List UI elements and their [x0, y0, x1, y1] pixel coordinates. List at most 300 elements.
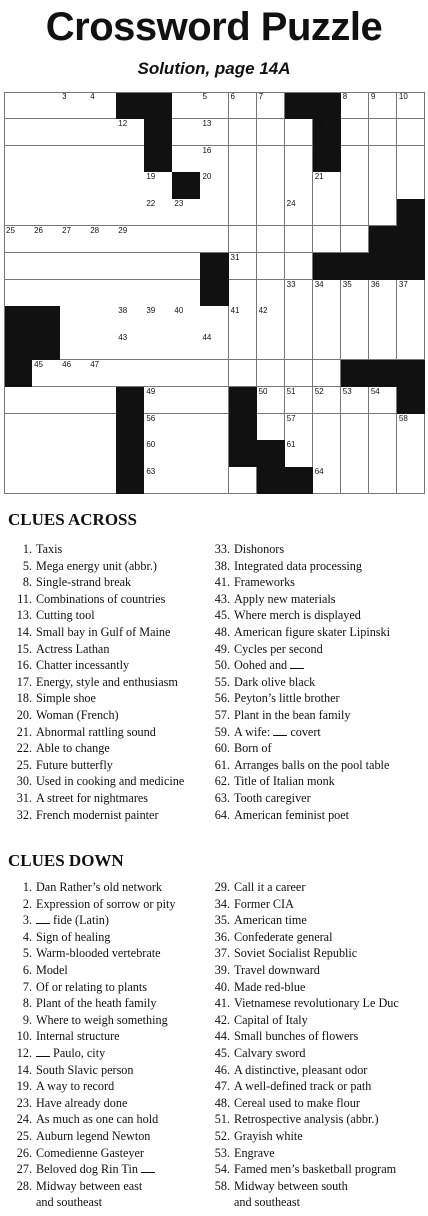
grid-cell[interactable]: [88, 414, 117, 441]
grid-cell[interactable]: [60, 119, 89, 146]
clue-text: American feminist poet: [234, 807, 350, 822]
grid-cell[interactable]: [341, 414, 370, 441]
grid-cell-black: [116, 440, 145, 467]
grid-cell[interactable]: [200, 414, 229, 441]
clue-text: Future butterfly: [36, 757, 113, 772]
grid-cell[interactable]: [116, 172, 145, 199]
grid-cell[interactable]: [116, 306, 145, 333]
clue-number: 22.: [16, 741, 32, 756]
grid-cell[interactable]: [4, 199, 33, 226]
grid-cell[interactable]: [60, 387, 89, 414]
grid-cell[interactable]: [200, 467, 229, 494]
grid-cell[interactable]: [369, 172, 398, 199]
clue-text: Taxis: [36, 542, 63, 556]
grid-cell[interactable]: [229, 172, 258, 199]
grid-cell[interactable]: [229, 119, 258, 146]
grid-cell[interactable]: [144, 172, 173, 199]
grid-cell[interactable]: [60, 199, 89, 226]
grid-cell[interactable]: [88, 92, 117, 119]
cell-number: 19: [146, 172, 156, 182]
clue-number: 19.: [16, 1079, 32, 1094]
grid-cell[interactable]: [397, 172, 426, 199]
grid-cell[interactable]: [88, 226, 117, 253]
grid-cell[interactable]: [229, 333, 258, 360]
grid-cell[interactable]: [144, 333, 173, 360]
grid-cell[interactable]: [229, 226, 258, 253]
grid-cell-black: [369, 226, 398, 253]
clue-text: Abnormal rattling sound: [36, 724, 156, 739]
clue-item: [10, 807, 210, 824]
grid-cell[interactable]: [4, 172, 33, 199]
clue-text: Made red-blue: [234, 979, 306, 994]
grid-cell[interactable]: [4, 414, 33, 441]
grid-cell[interactable]: [341, 92, 370, 119]
grid-cell[interactable]: [369, 306, 398, 333]
grid-cell[interactable]: [257, 333, 286, 360]
cell-number: 42: [258, 306, 268, 316]
grid-cell[interactable]: [200, 226, 229, 253]
clue-text: Vietnamese revolutionary Le Duc: [234, 996, 399, 1011]
grid-cell[interactable]: [144, 440, 173, 467]
clue-item: [208, 591, 426, 608]
clue-text: Soviet Socialist Republic: [234, 946, 358, 961]
cell-number: 24: [286, 199, 296, 209]
grid-cell-black: [172, 172, 201, 199]
cell-number: 40: [174, 306, 184, 316]
grid-cell[interactable]: [60, 333, 89, 360]
cell-number: 13: [202, 118, 212, 128]
grid-cell[interactable]: [172, 306, 201, 333]
cell-number: 38: [118, 306, 128, 316]
grid-cell[interactable]: [32, 253, 61, 280]
grid-cell[interactable]: [60, 467, 89, 494]
grid-cell[interactable]: [313, 440, 342, 467]
clue-text: Travel downward: [234, 962, 320, 977]
grid-cell[interactable]: [285, 280, 314, 307]
cell-number: 43: [118, 333, 128, 343]
grid-cell[interactable]: [369, 199, 398, 226]
grid-cell[interactable]: [313, 226, 342, 253]
grid-cell[interactable]: [285, 172, 314, 199]
grid-cell[interactable]: [116, 360, 145, 387]
grid-cell[interactable]: [257, 414, 286, 441]
clue-item: [10, 1078, 210, 1095]
grid-cell[interactable]: [229, 253, 258, 280]
grid-cell-black: [4, 360, 33, 387]
cell-number: 45: [34, 360, 43, 369]
grid-cell[interactable]: [172, 92, 201, 119]
clue-number: 4.: [22, 929, 32, 944]
grid-cell[interactable]: [88, 306, 117, 333]
grid-cell-black: [229, 387, 258, 414]
clue-number: 23.: [16, 1095, 32, 1110]
grid-cell-black: [144, 92, 173, 119]
grid-cell[interactable]: [144, 414, 173, 441]
cell-number: 64: [314, 467, 324, 477]
grid-cell[interactable]: [144, 253, 173, 280]
grid-cell[interactable]: [313, 414, 342, 441]
grid-cell-black: [116, 467, 145, 494]
clue-item: [208, 1028, 426, 1045]
grid-cell[interactable]: [88, 172, 117, 199]
grid-cell[interactable]: [144, 467, 173, 494]
clue-number: 26.: [16, 1145, 32, 1160]
clue-text: Plant of the heath family: [36, 996, 157, 1011]
grid-cell[interactable]: [88, 146, 117, 173]
grid-cell[interactable]: [397, 440, 426, 467]
clue-number: 43.: [214, 591, 230, 606]
grid-cell[interactable]: [200, 360, 229, 387]
cell-number: 23: [174, 199, 184, 209]
grid-cell[interactable]: [369, 387, 398, 414]
grid-cell[interactable]: [341, 172, 370, 199]
grid-cell[interactable]: [172, 119, 201, 146]
grid-cell[interactable]: [285, 253, 314, 280]
clue-item: [10, 657, 210, 674]
grid-cell[interactable]: [229, 92, 258, 119]
clue-item: [10, 929, 210, 946]
grid-cell[interactable]: [200, 119, 229, 146]
clue-item: [208, 624, 426, 641]
cell-number: 33: [286, 279, 296, 289]
grid-cell[interactable]: [4, 387, 33, 414]
clue-text: South Slavic person: [36, 1062, 134, 1077]
grid-cell[interactable]: [397, 333, 426, 360]
grid-cell[interactable]: [88, 360, 117, 387]
grid-cell[interactable]: [229, 467, 258, 494]
grid-cell[interactable]: [116, 146, 145, 173]
grid-cell[interactable]: [172, 414, 201, 441]
grid-cell[interactable]: [285, 360, 314, 387]
clue-number: 20.: [16, 707, 32, 722]
grid-cell[interactable]: [397, 119, 426, 146]
grid-cell[interactable]: [200, 92, 229, 119]
grid-cell[interactable]: [341, 467, 370, 494]
grid-cell[interactable]: [32, 440, 61, 467]
clue-number: 11.: [17, 591, 32, 606]
grid-cell[interactable]: [257, 306, 286, 333]
cell-number: 57: [286, 413, 296, 423]
grid-cell[interactable]: [32, 387, 61, 414]
grid-cell[interactable]: [229, 146, 258, 173]
grid-cell[interactable]: [32, 146, 61, 173]
clue-item: [10, 879, 210, 896]
grid-cell[interactable]: [285, 146, 314, 173]
clue-number: 46.: [214, 1062, 230, 1077]
grid-cell[interactable]: [88, 387, 117, 414]
clue-item: [208, 1161, 426, 1178]
grid-cell[interactable]: [369, 92, 398, 119]
grid-cell-black: [313, 119, 342, 146]
grid-cell[interactable]: [369, 333, 398, 360]
grid-cell[interactable]: [257, 92, 286, 119]
clue-number: 41.: [214, 996, 230, 1011]
grid-cell-black: [116, 92, 145, 119]
clue-number: 48.: [214, 1095, 230, 1110]
grid-cell[interactable]: [172, 467, 201, 494]
grid-cell[interactable]: [116, 119, 145, 146]
grid-cell[interactable]: [116, 280, 145, 307]
cell-number: 54: [370, 386, 380, 396]
grid-cell[interactable]: [32, 360, 61, 387]
grid-cell[interactable]: [4, 146, 33, 173]
grid-cell-black: [116, 414, 145, 441]
clue-item: [10, 995, 210, 1012]
grid-cell[interactable]: [285, 119, 314, 146]
grid-cell[interactable]: [285, 306, 314, 333]
clues-across-heading: CLUES ACROSS: [8, 510, 137, 529]
cell-number: 60: [146, 440, 156, 450]
clue-number: 10.: [16, 1029, 32, 1044]
clue-text: Cereal used to make flour: [234, 1095, 360, 1110]
grid-cell[interactable]: [313, 360, 342, 387]
grid-cell[interactable]: [144, 360, 173, 387]
grid-cell[interactable]: [257, 387, 286, 414]
grid-cell[interactable]: [4, 226, 33, 253]
grid-cell[interactable]: [116, 253, 145, 280]
grid-cell[interactable]: [313, 280, 342, 307]
clue-item: [208, 558, 426, 575]
grid-cell[interactable]: [88, 467, 117, 494]
cell-number: 21: [314, 172, 324, 182]
grid-cell[interactable]: [341, 333, 370, 360]
grid-cell[interactable]: [397, 280, 426, 307]
grid-cell[interactable]: [313, 333, 342, 360]
clue-item: [10, 1012, 210, 1029]
grid-cell[interactable]: [32, 280, 61, 307]
grid-cell[interactable]: [4, 92, 33, 119]
grid-cell[interactable]: [88, 440, 117, 467]
grid-cell[interactable]: [172, 360, 201, 387]
grid-cell[interactable]: [4, 467, 33, 494]
grid-cell[interactable]: [313, 387, 342, 414]
grid-cell[interactable]: [32, 226, 61, 253]
grid-cell[interactable]: [60, 172, 89, 199]
grid-cell-black: [229, 440, 258, 467]
grid-cell[interactable]: [172, 333, 201, 360]
grid-cell[interactable]: [32, 414, 61, 441]
grid-cell[interactable]: [341, 146, 370, 173]
grid-cell[interactable]: [397, 306, 426, 333]
clue-item: [10, 574, 210, 591]
grid-cell-black: [397, 387, 426, 414]
grid-cell[interactable]: [369, 119, 398, 146]
grid-cell[interactable]: [341, 280, 370, 307]
grid-cell[interactable]: [257, 146, 286, 173]
grid-cell[interactable]: [229, 306, 258, 333]
grid-cell[interactable]: [32, 199, 61, 226]
cell-number: 16: [202, 145, 212, 155]
clue-text: Paulo, city: [50, 1045, 106, 1060]
grid-cell[interactable]: [144, 226, 173, 253]
grid-cell[interactable]: [88, 333, 117, 360]
grid-cell[interactable]: [200, 440, 229, 467]
clue-item: [208, 912, 426, 929]
clue-text-rest: covert: [287, 724, 321, 739]
answer-blank: [290, 659, 304, 669]
grid-cell[interactable]: [369, 467, 398, 494]
grid-cell[interactable]: [88, 119, 117, 146]
cell-number: 28: [90, 226, 100, 235]
cell-number: 44: [202, 333, 212, 343]
clue-text: Comedienne Gasteyer: [36, 1145, 144, 1160]
clue-number: 41.: [214, 575, 230, 590]
grid-cell[interactable]: [32, 172, 61, 199]
clue-item: [208, 929, 426, 946]
grid-cell[interactable]: [32, 92, 61, 119]
grid-cell[interactable]: [285, 199, 314, 226]
grid-cell[interactable]: [60, 226, 89, 253]
clue-text: Mega energy unit (abbr.): [36, 558, 157, 573]
clue-number: 14.: [16, 624, 32, 639]
grid-cell[interactable]: [200, 387, 229, 414]
grid-cell[interactable]: [60, 414, 89, 441]
grid-cell[interactable]: [341, 306, 370, 333]
grid-cell[interactable]: [4, 440, 33, 467]
clue-item: [208, 1095, 426, 1112]
grid-cell[interactable]: [369, 414, 398, 441]
grid-cell[interactable]: [144, 306, 173, 333]
grid-cell[interactable]: [285, 440, 314, 467]
grid-cell[interactable]: [313, 172, 342, 199]
clue-number: 15.: [16, 641, 32, 656]
grid-cell[interactable]: [60, 92, 89, 119]
cell-number: 27: [62, 226, 72, 235]
grid-cell[interactable]: [116, 199, 145, 226]
grid-cell[interactable]: [369, 440, 398, 467]
clue-text: Dark olive black: [234, 674, 316, 689]
grid-cell[interactable]: [369, 280, 398, 307]
grid-cell[interactable]: [200, 199, 229, 226]
grid-cell[interactable]: [369, 146, 398, 173]
grid-cell[interactable]: [229, 280, 258, 307]
clue-number: 44.: [214, 1029, 230, 1044]
grid-cell[interactable]: [397, 92, 426, 119]
grid-cell[interactable]: [229, 199, 258, 226]
grid-cell[interactable]: [341, 226, 370, 253]
grid-cell[interactable]: [172, 280, 201, 307]
grid-cell[interactable]: [341, 387, 370, 414]
grid-cell[interactable]: [341, 440, 370, 467]
clue-text: Capital of Italy: [234, 1012, 308, 1027]
grid-cell[interactable]: [144, 387, 173, 414]
grid-cell[interactable]: [313, 199, 342, 226]
grid-cell[interactable]: [4, 280, 33, 307]
grid-cell[interactable]: [172, 146, 201, 173]
grid-cell[interactable]: [341, 119, 370, 146]
clue-number: 42.: [214, 1012, 230, 1027]
grid-cell[interactable]: [60, 280, 89, 307]
grid-cell[interactable]: [257, 199, 286, 226]
grid-cell[interactable]: [172, 226, 201, 253]
grid-cell[interactable]: [32, 467, 61, 494]
grid-cell[interactable]: [285, 387, 314, 414]
clue-text: Woman (French): [36, 707, 119, 722]
grid-cell[interactable]: [144, 280, 173, 307]
grid-cell[interactable]: [257, 280, 286, 307]
clue-item: [208, 607, 426, 624]
clue-text: Actress Lathan: [36, 641, 110, 656]
grid-cell[interactable]: [257, 119, 286, 146]
grid-cell[interactable]: [200, 306, 229, 333]
grid-cell-black: [397, 253, 426, 280]
grid-cell[interactable]: [200, 146, 229, 173]
grid-cell[interactable]: [200, 333, 229, 360]
grid-cell[interactable]: [285, 333, 314, 360]
clues-down-column-1: [10, 879, 210, 1211]
grid-cell[interactable]: [172, 199, 201, 226]
clue-text: Cutting tool: [36, 608, 95, 623]
cell-number: 37: [398, 279, 408, 289]
grid-cell[interactable]: [60, 360, 89, 387]
grid-cell[interactable]: [172, 387, 201, 414]
grid-cell[interactable]: [313, 467, 342, 494]
clue-text: Combinations of countries: [36, 591, 166, 606]
clue-item: [208, 1128, 426, 1145]
grid-cell[interactable]: [200, 172, 229, 199]
grid-cell[interactable]: [257, 253, 286, 280]
grid-cell[interactable]: [172, 253, 201, 280]
grid-cell[interactable]: [397, 146, 426, 173]
clue-text: Integrated data processing: [234, 558, 362, 573]
cell-number: 22: [146, 199, 156, 209]
clue-number: 31.: [16, 790, 32, 805]
clue-text: Small bay in Gulf of Maine: [36, 624, 171, 639]
grid-cell[interactable]: [257, 360, 286, 387]
clue-item: [208, 896, 426, 913]
grid-cell[interactable]: [88, 280, 117, 307]
clue-text: A well-defined track or path: [234, 1079, 372, 1094]
clue-item: [208, 790, 426, 807]
grid-cell[interactable]: [285, 414, 314, 441]
clue-item: [208, 1045, 426, 1062]
grid-cell[interactable]: [88, 253, 117, 280]
grid-cell-black: [257, 467, 286, 494]
clue-number: 7.: [22, 979, 32, 994]
grid-cell[interactable]: [257, 226, 286, 253]
grid-cell[interactable]: [172, 440, 201, 467]
grid-cell[interactable]: [116, 226, 145, 253]
grid-cell[interactable]: [341, 199, 370, 226]
grid-cell[interactable]: [285, 226, 314, 253]
cell-number: 36: [370, 279, 380, 289]
clue-text: Title of Italian monk: [234, 774, 335, 789]
grid-cell[interactable]: [313, 306, 342, 333]
grid-cell[interactable]: [116, 333, 145, 360]
grid-cell[interactable]: [32, 119, 61, 146]
grid-cell[interactable]: [60, 306, 89, 333]
grid-cell[interactable]: [88, 199, 117, 226]
grid-cell[interactable]: [4, 253, 33, 280]
grid-cell[interactable]: [397, 414, 426, 441]
clue-item: [208, 807, 426, 824]
clue-text: Dishonors: [234, 542, 285, 556]
clue-number: 8.: [22, 575, 32, 590]
grid-cell[interactable]: [397, 467, 426, 494]
grid-cell[interactable]: [257, 172, 286, 199]
clues-across-column-2: [208, 541, 426, 823]
grid-cell[interactable]: [60, 440, 89, 467]
grid-cell[interactable]: [60, 253, 89, 280]
clue-item: [10, 690, 210, 707]
clue-text: fide (Latin): [50, 913, 109, 928]
grid-cell[interactable]: [4, 119, 33, 146]
grid-cell[interactable]: [144, 199, 173, 226]
grid-cell[interactable]: [60, 146, 89, 173]
grid-cell[interactable]: [229, 360, 258, 387]
clue-number: 30.: [16, 774, 32, 789]
clue-item: [10, 757, 210, 774]
